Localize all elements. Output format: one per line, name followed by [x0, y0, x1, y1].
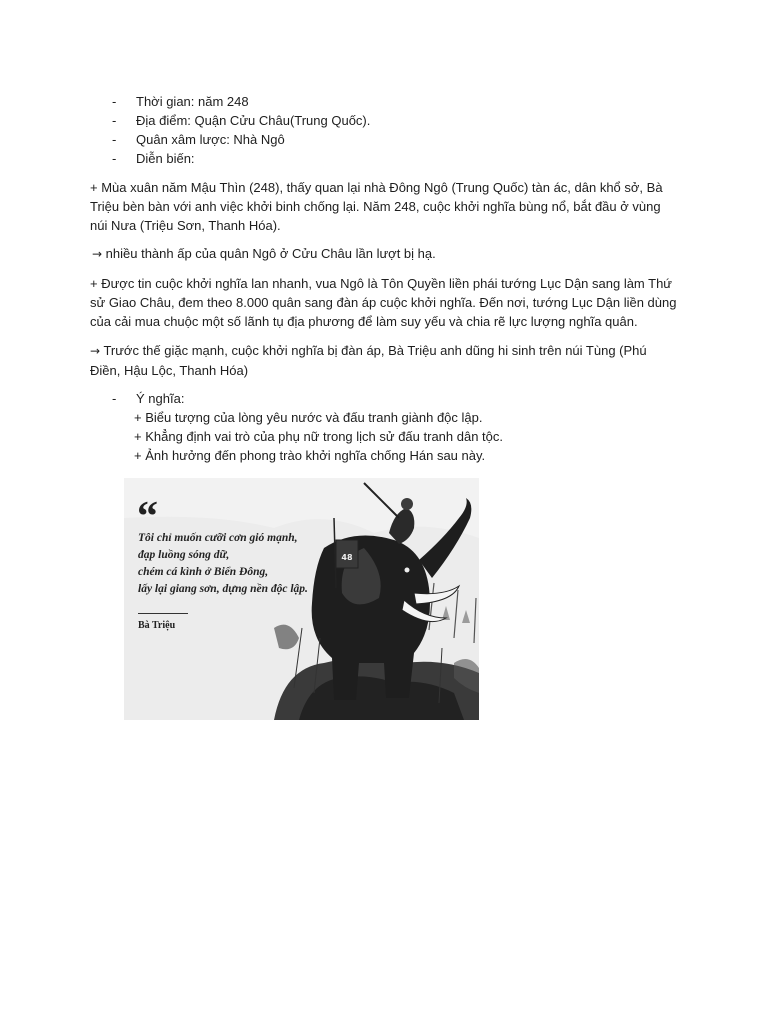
divider — [138, 613, 188, 614]
list-item: - Thời gian: năm 248 — [112, 94, 249, 109]
location-item: Địa điểm: Quận Cửu Châu(Trung Quốc). — [136, 113, 371, 128]
paragraph-wu-response: + Được tin cuộc khởi nghĩa lan nhanh, vua Ngô là Tôn Quyền liền phái tướng Lục Dận sang làm Thứ sử Giao Châu, đem theo 8.000 quân sang đàn áp cuộc khởi nghĩa. Đến nơi, tướng Lục Dận liền dùng của cải mua chuộc một số lãnh tụ địa phương để làm suy yếu và chia rẽ lực lượng nghĩa quân. — [90, 276, 677, 329]
quote-line: Tôi chỉ muốn cưỡi cơn gió mạnh, — [138, 532, 298, 544]
invader-item: Quân xâm lược: Nhà Ngô — [136, 132, 285, 147]
events-item: Diễn biến: — [136, 151, 195, 166]
list-item: - Diễn biến: — [112, 151, 195, 166]
quote-text — [138, 530, 328, 598]
time-item: Thời gian: năm 248 — [136, 94, 249, 109]
arrow-icon: → — [92, 247, 103, 261]
ba-trieu-illustration — [124, 478, 479, 720]
paragraph-uprising-start: + Mùa xuân năm Mậu Thìn (248), thấy quan lại nhà Đông Ngô (Trung Quốc) tàn ác, dân khổ sở, Bà Triệu bèn bàn với anh việc khởi binh chống lại. Năm 248, cuộc khởi nghĩa bùng nổ, bắt đầu ở vùng núi Nưa (Triệu Sơn, Thanh Hóa). — [90, 180, 663, 233]
quote-line: chém cá kình ở Biển Đông, — [138, 566, 269, 578]
meaning-heading: - Ý nghĩa: — [112, 391, 185, 406]
paragraph-defeat: → Trước thế giặc mạnh, cuộc khởi nghĩa bị đàn áp, Bà Triệu anh dũng hi sinh trên núi Tùng (Phú Điền, Hậu Lộc, Thanh Hóa) — [90, 343, 647, 378]
quote-line: lấy lại giang sơn, dựng nền độc lập. — [138, 583, 308, 595]
paragraph-cities-fall: → nhiều thành ấp của quân Ngô ở Cửu Châu lần lượt bị hạ. — [92, 246, 436, 261]
info-list — [112, 92, 370, 168]
list-item: - Địa điểm: Quận Cửu Châu(Trung Quốc). — [112, 113, 371, 128]
war-elephant-illustration — [124, 478, 479, 720]
meaning-section — [112, 389, 503, 465]
meaning-item: + Ảnh hưởng đến phong trào khởi nghĩa chống Hán sau này. — [134, 448, 486, 463]
quote-author: Bà Triệu — [138, 620, 176, 631]
list-item: - Quân xâm lược: Nhà Ngô — [112, 132, 285, 147]
arrow-icon: → — [90, 344, 101, 358]
quote-line: đạp luồng sóng dữ, — [138, 549, 230, 561]
meaning-item: + Biểu tượng của lòng yêu nước và đấu tranh giành độc lập. — [134, 410, 483, 425]
banner-text: 48 — [341, 553, 353, 562]
quote-mark-icon: “ — [137, 494, 158, 540]
meaning-item: + Khẳng định vai trò của phụ nữ trong lịch sử đấu tranh dân tộc. — [134, 429, 504, 444]
